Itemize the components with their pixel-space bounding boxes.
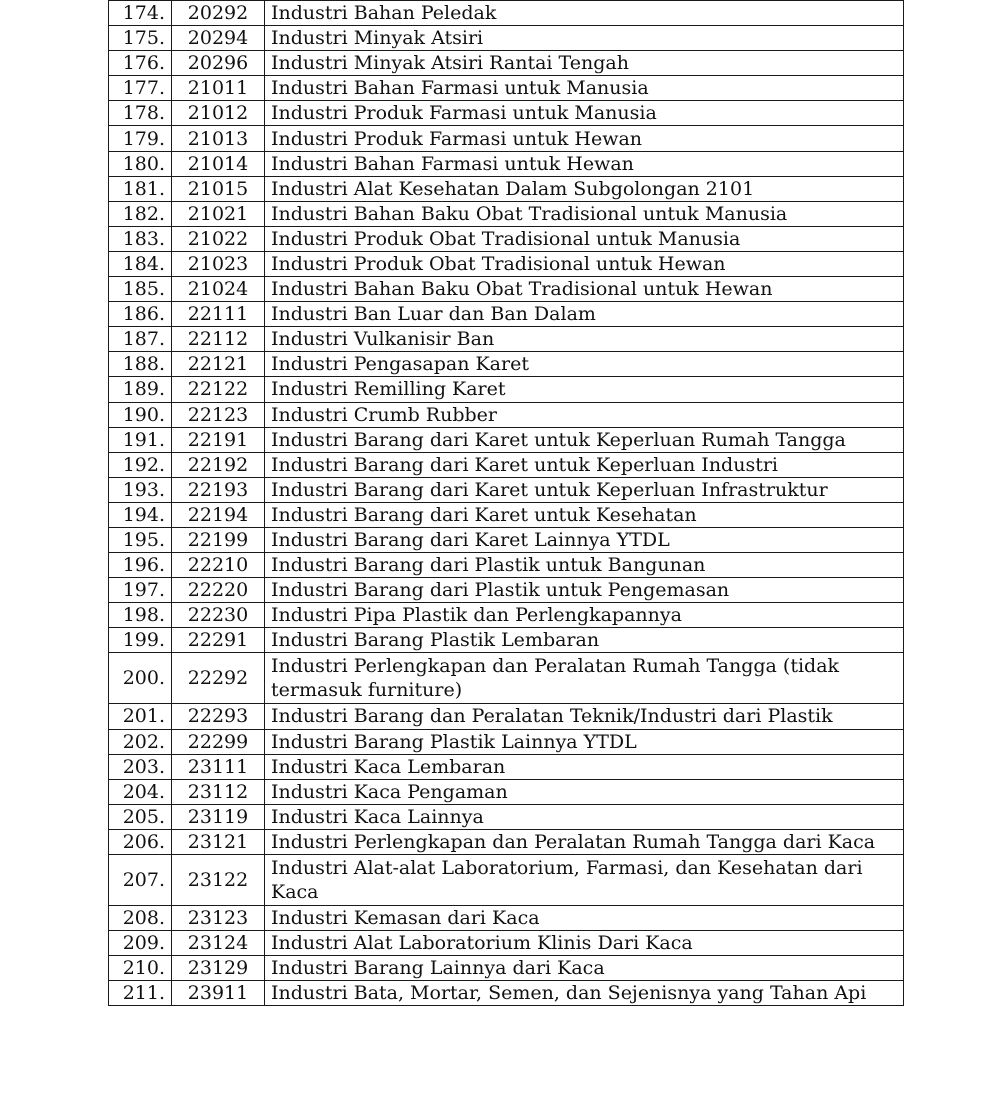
kbli-code: 21011 [172,76,265,101]
kbli-code: 21024 [172,277,265,302]
table-row [109,352,904,377]
row-number: 176. [109,51,172,76]
table-row [109,427,904,452]
kbli-code: 22291 [172,628,265,653]
industry-description: Industri Vulkanisir Ban [265,327,904,352]
table-row [109,931,904,956]
industry-description: Industri Bata, Mortar, Semen, dan Sejenisnya yang Tahan Api [265,981,904,1006]
row-number: 191. [109,427,172,452]
industry-description: Industri Kemasan dari Kaca [265,906,904,931]
row-number: 174. [109,1,172,26]
row-number: 204. [109,779,172,804]
table-row [109,477,904,502]
row-number: 178. [109,101,172,126]
table-row [109,176,904,201]
kbli-code: 21023 [172,251,265,276]
industry-description: Industri Barang Plastik Lainnya YTDL [265,729,904,754]
kbli-code: 22230 [172,603,265,628]
kbli-code: 21021 [172,201,265,226]
row-number: 175. [109,26,172,51]
row-number: 198. [109,603,172,628]
kbli-code: 22220 [172,578,265,603]
kbli-code: 23122 [172,855,265,906]
table-row [109,76,904,101]
kbli-code: 23111 [172,754,265,779]
industry-description: Industri Minyak Atsiri [265,26,904,51]
kbli-code: 21022 [172,226,265,251]
row-number: 194. [109,502,172,527]
table-row [109,779,904,804]
table-row [109,981,904,1006]
table-row [109,754,904,779]
row-number: 210. [109,956,172,981]
industry-description: Industri Barang dari Karet untuk Kesehatan [265,502,904,527]
kbli-code: 22194 [172,502,265,527]
table-row [109,327,904,352]
kbli-code: 22192 [172,452,265,477]
table-row [109,527,904,552]
kbli-code: 21015 [172,176,265,201]
row-number: 192. [109,452,172,477]
kbli-code: 23911 [172,981,265,1006]
industry-description: Industri Barang dari Plastik untuk Pengemasan [265,578,904,603]
table-row [109,302,904,327]
industry-description: Industri Crumb Rubber [265,402,904,427]
table-row [109,402,904,427]
kbli-code: 22123 [172,402,265,427]
industry-description: Industri Produk Obat Tradisional untuk Manusia [265,226,904,251]
row-number: 197. [109,578,172,603]
kbli-table-body [109,1,904,1006]
row-number: 201. [109,704,172,729]
industry-description: Industri Barang Lainnya dari Kaca [265,956,904,981]
kbli-code: 22121 [172,352,265,377]
industry-description: Industri Remilling Karet [265,377,904,402]
table-row [109,251,904,276]
row-number: 193. [109,477,172,502]
row-number: 199. [109,628,172,653]
kbli-code: 23129 [172,956,265,981]
table-row [109,628,904,653]
industry-description: Industri Alat-alat Laboratorium, Farmasi, dan Kesehatan dari Kaca [265,855,904,906]
kbli-code: 22111 [172,302,265,327]
industry-description: Industri Barang dari Karet untuk Keperluan Infrastruktur [265,477,904,502]
industry-description: Industri Barang dari Karet untuk Keperluan Rumah Tangga [265,427,904,452]
industry-description: Industri Perlengkapan dan Peralatan Rumah Tangga dari Kaca [265,829,904,854]
table-row [109,653,904,704]
row-number: 184. [109,251,172,276]
table-row [109,151,904,176]
kbli-code: 23124 [172,931,265,956]
kbli-code: 22293 [172,704,265,729]
row-number: 202. [109,729,172,754]
row-number: 179. [109,126,172,151]
kbli-code: 23121 [172,829,265,854]
kbli-code: 22112 [172,327,265,352]
industry-description: Industri Produk Farmasi untuk Manusia [265,101,904,126]
industry-description: Industri Kaca Lembaran [265,754,904,779]
industry-description: Industri Pipa Plastik dan Perlengkapannya [265,603,904,628]
table-row [109,452,904,477]
industry-description: Industri Produk Farmasi untuk Hewan [265,126,904,151]
row-number: 177. [109,76,172,101]
kbli-code: 22292 [172,653,265,704]
industry-description: Industri Pengasapan Karet [265,352,904,377]
table-row [109,26,904,51]
kbli-code: 21013 [172,126,265,151]
kbli-code: 20294 [172,26,265,51]
kbli-code: 22299 [172,729,265,754]
table-row [109,502,904,527]
kbli-code: 22191 [172,427,265,452]
table-row [109,126,904,151]
table-row [109,51,904,76]
row-number: 207. [109,855,172,906]
table-row [109,377,904,402]
kbli-code: 23119 [172,804,265,829]
industry-description: Industri Bahan Farmasi untuk Hewan [265,151,904,176]
industry-description: Industri Bahan Farmasi untuk Manusia [265,76,904,101]
row-number: 186. [109,302,172,327]
industry-description: Industri Ban Luar dan Ban Dalam [265,302,904,327]
table-row [109,101,904,126]
row-number: 205. [109,804,172,829]
row-number: 180. [109,151,172,176]
industry-description: Industri Alat Laboratorium Klinis Dari Kaca [265,931,904,956]
table-row [109,553,904,578]
kbli-code: 21014 [172,151,265,176]
table-row [109,906,904,931]
kbli-code: 20296 [172,51,265,76]
row-number: 181. [109,176,172,201]
table-row [109,729,904,754]
kbli-code: 22199 [172,527,265,552]
row-number: 182. [109,201,172,226]
table-row [109,829,904,854]
kbli-table [108,0,904,1006]
table-row [109,578,904,603]
industry-description: Industri Alat Kesehatan Dalam Subgolongan 2101 [265,176,904,201]
table-row [109,603,904,628]
row-number: 203. [109,754,172,779]
industry-description: Industri Perlengkapan dan Peralatan Rumah Tangga (tidak termasuk furniture) [265,653,904,704]
kbli-code: 23123 [172,906,265,931]
table-row [109,855,904,906]
row-number: 190. [109,402,172,427]
row-number: 185. [109,277,172,302]
table-row [109,1,904,26]
kbli-code: 23112 [172,779,265,804]
row-number: 187. [109,327,172,352]
table-row [109,201,904,226]
row-number: 183. [109,226,172,251]
industry-description: Industri Barang dan Peralatan Teknik/Industri dari Plastik [265,704,904,729]
industry-description: Industri Barang dari Plastik untuk Bangunan [265,553,904,578]
table-row [109,804,904,829]
industry-description: Industri Bahan Baku Obat Tradisional untuk Manusia [265,201,904,226]
row-number: 188. [109,352,172,377]
table-row [109,226,904,251]
row-number: 189. [109,377,172,402]
industry-description: Industri Barang Plastik Lembaran [265,628,904,653]
table-row [109,704,904,729]
kbli-code: 20292 [172,1,265,26]
industry-description: Industri Barang dari Karet Lainnya YTDL [265,527,904,552]
industry-description: Industri Kaca Pengaman [265,779,904,804]
row-number: 209. [109,931,172,956]
industry-description: Industri Bahan Baku Obat Tradisional untuk Hewan [265,277,904,302]
row-number: 195. [109,527,172,552]
table-row [109,956,904,981]
industry-description: Industri Barang dari Karet untuk Keperluan Industri [265,452,904,477]
row-number: 196. [109,553,172,578]
row-number: 200. [109,653,172,704]
kbli-code: 22193 [172,477,265,502]
row-number: 211. [109,981,172,1006]
industry-description: Industri Bahan Peledak [265,1,904,26]
industry-description: Industri Kaca Lainnya [265,804,904,829]
industry-description: Industri Produk Obat Tradisional untuk Hewan [265,251,904,276]
industry-description: Industri Minyak Atsiri Rantai Tengah [265,51,904,76]
row-number: 208. [109,906,172,931]
kbli-code: 22122 [172,377,265,402]
table-row [109,277,904,302]
row-number: 206. [109,829,172,854]
kbli-code: 21012 [172,101,265,126]
kbli-code: 22210 [172,553,265,578]
